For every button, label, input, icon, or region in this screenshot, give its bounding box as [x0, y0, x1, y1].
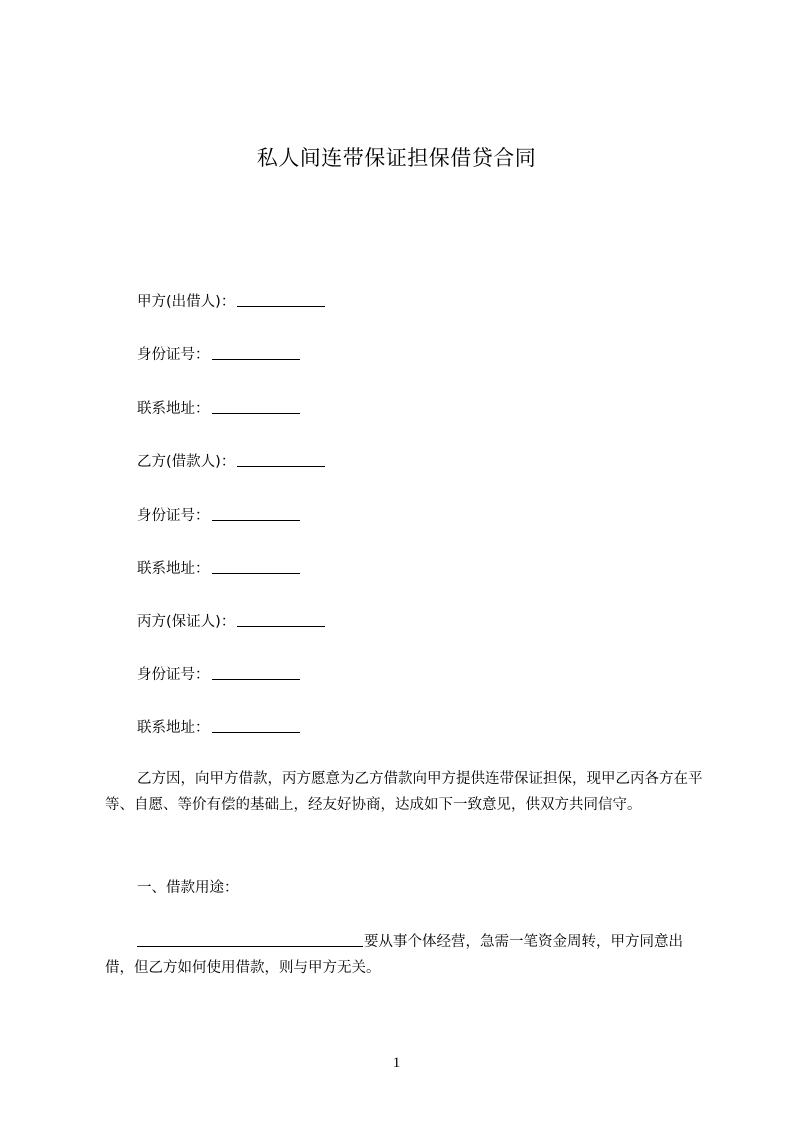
field-label: 身份证号： — [137, 508, 210, 524]
lender-address-field — [137, 399, 300, 419]
field-label: 乙方(借款人)： — [137, 454, 236, 470]
lender-name-field — [137, 292, 325, 312]
blank-line — [212, 345, 300, 360]
field-label: 丙方(保证人)： — [137, 614, 236, 630]
section-heading-loan-purpose: 一、借款用途： — [137, 880, 239, 896]
blank-line — [212, 665, 300, 680]
field-label: 身份证号： — [137, 667, 210, 683]
page-number: 1 — [392, 1055, 401, 1071]
blank-line — [237, 612, 325, 627]
lender-id-field — [137, 345, 300, 365]
borrower-name-field — [137, 452, 325, 472]
guarantor-address-field — [137, 718, 300, 738]
field-label: 身份证号： — [137, 347, 210, 363]
blank-line — [212, 718, 300, 733]
loan-purpose-text: 要从事个体经营，急需一笔资金周转，甲方同意出借，但乙方如何使用借款，则与甲方无关。 — [105, 934, 683, 976]
field-label: 联系地址： — [137, 401, 210, 417]
guarantor-name-field — [137, 612, 325, 632]
borrower-address-field — [137, 559, 300, 579]
blank-line — [212, 506, 300, 521]
blank-line — [212, 399, 300, 414]
intro-paragraph: 乙方因，向甲方借款，丙方愿意为乙方借款向甲方提供连带保证担保，现甲乙丙各方在平等、自愿、等价有偿的基础上，经友好协商，达成如下一致意见，供双方共同信守。 — [105, 771, 703, 813]
borrower-id-field — [137, 506, 300, 526]
field-label: 联系地址： — [137, 561, 210, 577]
field-label: 联系地址： — [137, 720, 210, 736]
blank-line — [237, 292, 325, 307]
blank-line — [237, 452, 325, 467]
blank-line — [212, 559, 300, 574]
field-label: 甲方(出借人)： — [137, 294, 236, 310]
loan-purpose-paragraph — [105, 929, 705, 981]
page-title: 私人间连带保证担保借贷合同 — [256, 146, 537, 170]
long-blank-line — [137, 932, 363, 947]
guarantor-id-field — [137, 665, 300, 685]
